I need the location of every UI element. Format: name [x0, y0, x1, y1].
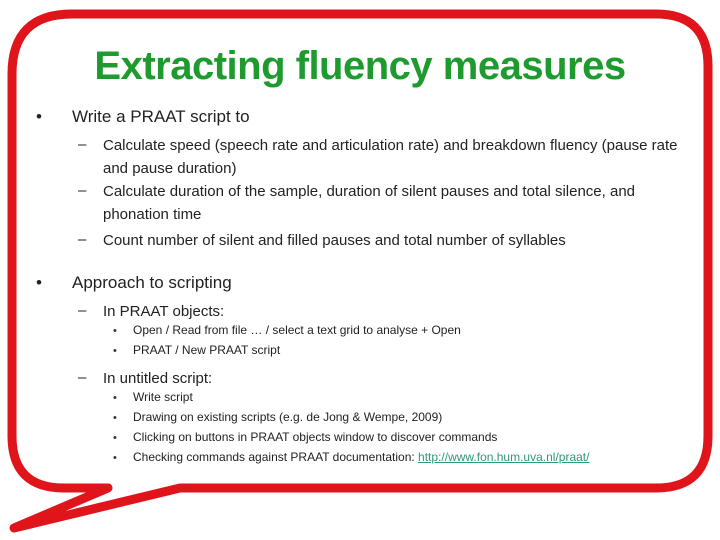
subitem-write-script: Write script	[133, 390, 193, 404]
bullet-write-script: Write a PRAAT script to	[72, 107, 250, 126]
item-untitled-script: In untitled script:	[103, 370, 213, 387]
subitem-existing-scripts: Drawing on existing scripts (e.g. de Jong & Wempe, 2009)	[133, 410, 443, 424]
bullet-approach: Approach to scripting	[72, 273, 232, 292]
item-calculate-duration: Calculate duration of the sample, duration of silent pauses and total silence, and phonation time	[103, 183, 636, 223]
item-praat-objects: In PRAAT objects:	[103, 303, 225, 320]
subitem-open-file: Open / Read from file … / select a text grid to analyse + Open	[133, 323, 461, 337]
dash-marker: –	[78, 369, 87, 386]
subitem-new-script: PRAAT / New PRAAT script	[133, 343, 281, 357]
bullet-marker: •	[36, 107, 42, 126]
sub-bullet-marker: •	[113, 392, 117, 404]
subitem-clicking-buttons: Clicking on buttons in PRAAT objects window to discover commands	[133, 430, 498, 444]
dash-marker: –	[78, 182, 87, 199]
bullet-marker: •	[36, 273, 42, 292]
item-calculate-speed: Calculate speed (speech rate and articulation rate) and breakdown fluency (pause rate and pause duration)	[103, 137, 678, 177]
dash-marker: –	[78, 231, 87, 248]
praat-documentation-link[interactable]: http://www.fon.hum.uva.nl/praat/	[418, 450, 590, 464]
dash-marker: –	[78, 302, 87, 319]
sub-bullet-marker: •	[113, 432, 117, 444]
slide-title: Extracting fluency measures	[94, 44, 626, 88]
sub-bullet-marker: •	[113, 452, 117, 464]
sub-bullet-marker: •	[113, 345, 117, 357]
dash-marker: –	[78, 136, 87, 153]
subitem-checking-commands	[133, 450, 589, 464]
checking-commands-text: Checking commands against PRAAT documentation:	[133, 450, 419, 464]
sub-bullet-marker: •	[113, 412, 117, 424]
sub-bullet-marker: •	[113, 325, 117, 337]
item-count-pauses: Count number of silent and filled pauses and total number of syllables	[103, 232, 566, 249]
